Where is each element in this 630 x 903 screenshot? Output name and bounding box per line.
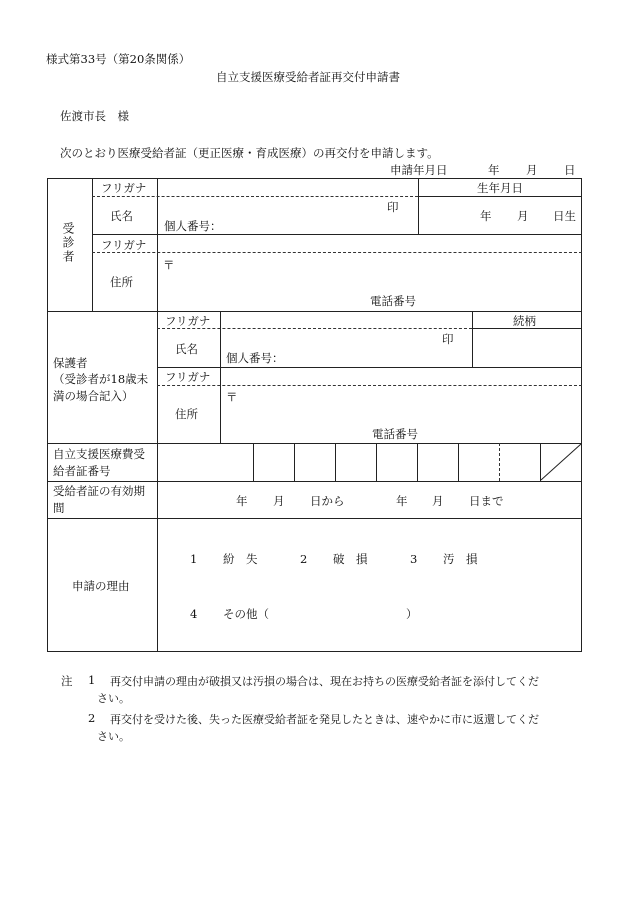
note-2-line2: さい。 xyxy=(97,730,130,743)
reason-other-close: ） xyxy=(406,607,418,621)
note-2-line1: 再交付を受けた後、失った医療受給者証を発見したときは、速やかに市に返還してくだ xyxy=(110,713,539,726)
form-title: 自立支援医療受給者証再交付申請書 xyxy=(216,70,400,84)
patient-furigana2-field[interactable] xyxy=(160,238,578,251)
application-date-month[interactable]: 月 xyxy=(526,163,538,177)
guardian-furigana-field[interactable] xyxy=(223,313,469,327)
patient-furigana-field[interactable] xyxy=(160,181,416,195)
guardian-furigana-label: フリガナ xyxy=(165,314,211,328)
application-date-day[interactable]: 日 xyxy=(564,163,576,177)
cert-number-field[interactable] xyxy=(160,446,250,478)
patient-label-divider xyxy=(92,178,93,311)
reason-option-3-text: 汚 損 xyxy=(442,552,478,566)
validity-to-month[interactable]: 月 xyxy=(432,494,444,508)
note-1-num: 1 xyxy=(88,673,96,687)
addressee: 佐渡市長 様 xyxy=(60,109,129,123)
reason-option-4-text: その他（ xyxy=(222,607,269,621)
birthdate-divider xyxy=(418,178,419,235)
cert-box-divider-6 xyxy=(458,443,459,481)
note-1-line1: 再交付申請の理由が破損又は汚損の場合は、現在お持ちの医療受給者証を添付してくだ xyxy=(110,675,539,688)
reason-other-field[interactable] xyxy=(272,604,402,620)
birth-year[interactable]: 年 xyxy=(480,209,492,223)
validity-top-line xyxy=(47,481,582,482)
patient-section-label: 受診者 xyxy=(61,222,75,264)
guardian-name-bottom xyxy=(157,367,582,368)
table-border-bottom xyxy=(47,651,582,652)
guardian-phone-label: 電話番号 xyxy=(372,427,418,441)
application-date-year[interactable]: 年 xyxy=(488,163,500,177)
intro-text: 次のとおり医療受給者証（更正医療・育成医療）の再交付を申請します。 xyxy=(60,146,439,160)
patient-address-label: 住所 xyxy=(110,275,133,289)
cert-box-slash xyxy=(540,443,582,481)
validity-to-day[interactable]: 日まで xyxy=(469,494,504,508)
reason-option-1[interactable] xyxy=(190,551,257,567)
cert-box-divider-1 xyxy=(253,443,254,481)
patient-field-divider xyxy=(157,178,158,311)
table-border-left xyxy=(47,178,48,652)
patient-furigana-label: フリガナ xyxy=(101,181,147,195)
birthdate-label: 生年月日 xyxy=(477,181,523,195)
cert-box-divider-5 xyxy=(417,443,418,481)
guardian-postal-mark: 〒 xyxy=(226,390,238,404)
table-border-top xyxy=(47,178,582,179)
birthdate-header-line xyxy=(418,196,582,197)
cert-box-divider-4 xyxy=(376,443,377,481)
patient-my-number-label: 個人番号： xyxy=(164,219,222,233)
cert-number-label: 自立支援医療費受給者証番号 xyxy=(53,447,145,478)
reason-option-2-text: 破 損 xyxy=(332,552,368,566)
guardian-field-divider xyxy=(220,311,221,443)
cert-box-divider-7 xyxy=(499,443,500,481)
validity-bottom-line xyxy=(47,518,582,519)
guardian-furigana2-label: フリガナ xyxy=(165,370,211,384)
reason-option-3[interactable] xyxy=(410,551,477,567)
guardian-furigana2-field[interactable] xyxy=(223,370,578,383)
guardian-label-divider xyxy=(157,311,158,443)
guardian-section-label: 保護者 xyxy=(53,356,88,370)
lower-label-divider xyxy=(157,443,158,651)
reason-label: 申請の理由 xyxy=(72,579,130,593)
validity-label: 受給者証の有効期間 xyxy=(53,484,145,515)
birth-day[interactable]: 日生 xyxy=(553,209,576,223)
note-2-num: 2 xyxy=(88,711,96,725)
patient-name-bottom xyxy=(92,234,582,235)
patient-phone-label: 電話番号 xyxy=(370,294,416,308)
patient-furigana2-label: フリガナ xyxy=(101,238,147,252)
validity-from-day[interactable]: 日から xyxy=(310,494,345,508)
patient-name-label: 氏名 xyxy=(110,209,133,223)
relationship-label: 続柄 xyxy=(513,314,536,328)
notes-prefix: 注 xyxy=(61,674,73,688)
patient-furigana2-line xyxy=(92,252,582,253)
cert-box-divider-3 xyxy=(335,443,336,481)
guardian-address-label: 住所 xyxy=(175,407,198,421)
guardian-seal: 印 xyxy=(442,332,454,346)
table-border-right xyxy=(581,178,582,652)
validity-to-year[interactable]: 年 xyxy=(396,494,408,508)
application-date-label: 申請年月日 xyxy=(390,163,448,177)
patient-postal-mark: 〒 xyxy=(163,258,175,272)
patient-seal: 印 xyxy=(387,200,399,214)
guardian-furigana2-line xyxy=(157,385,582,386)
guardian-my-number-label: 個人番号： xyxy=(226,351,284,365)
patient-address-field[interactable] xyxy=(160,256,578,308)
guardian-top-line xyxy=(47,311,582,312)
guardian-name-label: 氏名 xyxy=(175,342,198,356)
reason-option-2-num: 2 xyxy=(300,552,308,566)
reason-option-3-num: 3 xyxy=(410,552,418,566)
birth-month[interactable]: 月 xyxy=(517,209,529,223)
reason-option-1-num: 1 xyxy=(190,552,198,566)
form-number: 様式第33号（第20条関係） xyxy=(46,52,191,66)
reason-option-4[interactable] xyxy=(190,606,269,622)
note-1-line2: さい。 xyxy=(97,692,130,705)
cert-box-divider-2 xyxy=(294,443,295,481)
reason-option-2[interactable] xyxy=(300,551,367,567)
validity-from-year[interactable]: 年 xyxy=(236,494,248,508)
reason-option-4-num: 4 xyxy=(190,607,198,621)
relationship-divider xyxy=(472,311,473,367)
guardian-section-note: （受診者が18歳未満の場合記入） xyxy=(53,372,149,403)
validity-from-month[interactable]: 月 xyxy=(273,494,285,508)
reason-option-1-text: 紛 失 xyxy=(222,552,258,566)
relationship-field[interactable] xyxy=(476,332,578,364)
patient-furigana-line xyxy=(92,196,418,197)
cert-number-top-line xyxy=(47,443,582,444)
